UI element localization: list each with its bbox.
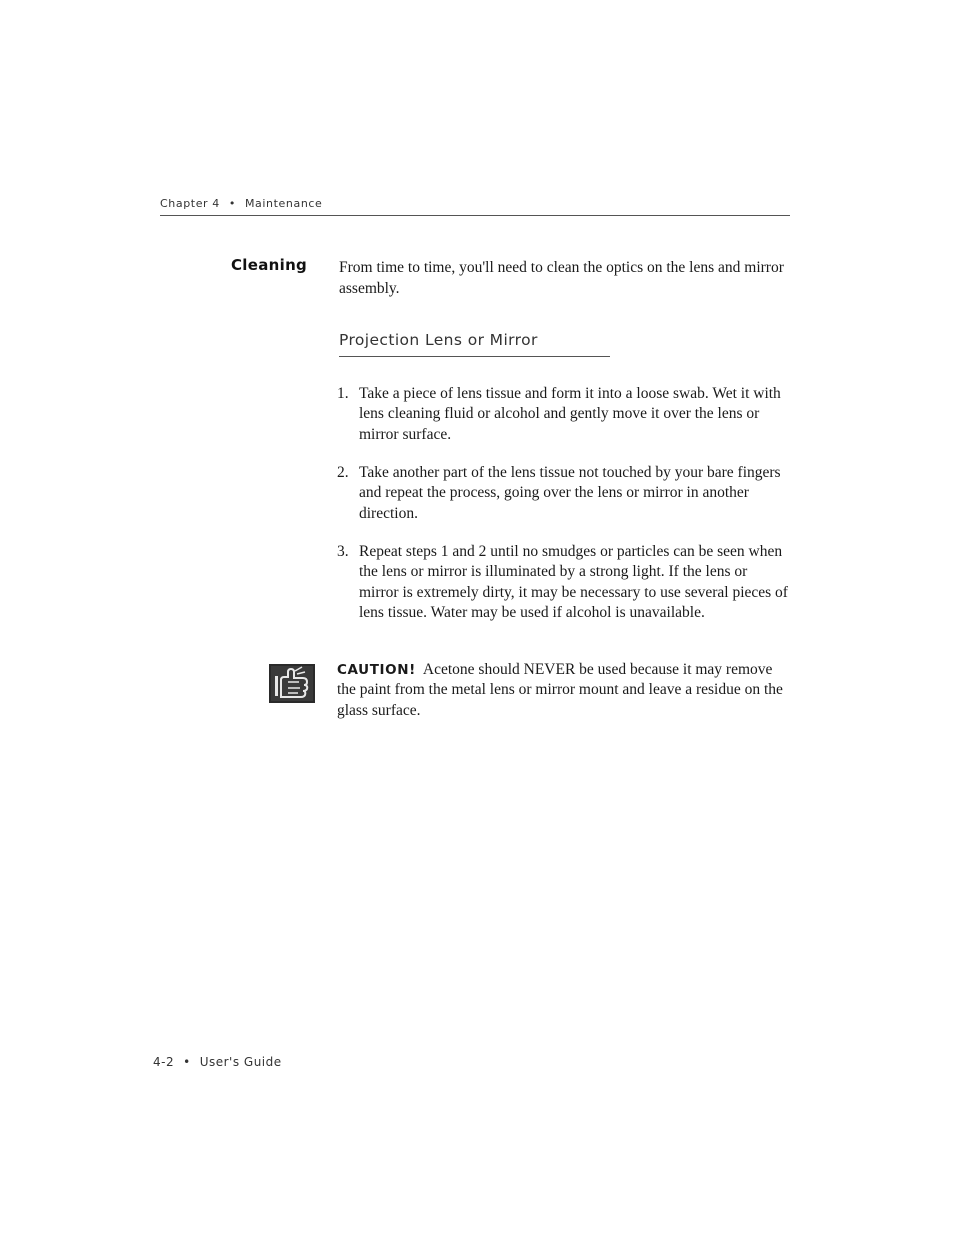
pointing-hand-icon <box>269 664 315 703</box>
footer-separator: • <box>183 1055 191 1069</box>
intro-paragraph: From time to time, you'll need to clean the optics on the lens and mirror assembly. <box>339 259 784 297</box>
step-number: 2. <box>337 464 349 481</box>
book-title: User's Guide <box>199 1055 282 1069</box>
step-item <box>337 384 789 445</box>
step-text: Take another part of the lens tissue not touched by your bare fingers and repeat the process, going over the lens or mirror in another direction. <box>359 464 781 522</box>
step-text: Repeat steps 1 and 2 until no smudges or particles can be seen when the lens or mirror is illuminated by a strong light. If the lens or mirror is extremely dirty, it may be necessary to use several pieces of lens tissue. Water may be used if alcohol is unavailable. <box>359 543 788 621</box>
step-item <box>337 542 789 623</box>
step-number: 3. <box>337 543 349 560</box>
caution-note <box>337 660 793 721</box>
header-separator: • <box>228 197 236 210</box>
section-title: Cleaning <box>231 256 308 274</box>
caution-text: Acetone should NEVER be used because it may remove the paint from the metal lens or mirror mount and leave a residue on the glass surface. <box>337 661 783 719</box>
page-number: 4-2 <box>153 1055 175 1069</box>
subsection-rule <box>339 356 610 357</box>
header-rule <box>160 215 790 216</box>
caution-label: CAUTION! <box>337 662 416 678</box>
chapter-label: Chapter 4 <box>160 197 220 210</box>
page-footer <box>153 1055 282 1069</box>
subsection-heading: Projection Lens or Mirror <box>339 331 538 349</box>
step-item <box>337 463 789 524</box>
section-label-header: Maintenance <box>244 197 323 210</box>
step-number: 1. <box>337 385 349 402</box>
step-text: Take a piece of lens tissue and form it into a loose swab. Wet it with lens cleaning fluid or alcohol and gently move it over the lens or mirror surface. <box>359 385 781 443</box>
running-head <box>160 197 322 210</box>
